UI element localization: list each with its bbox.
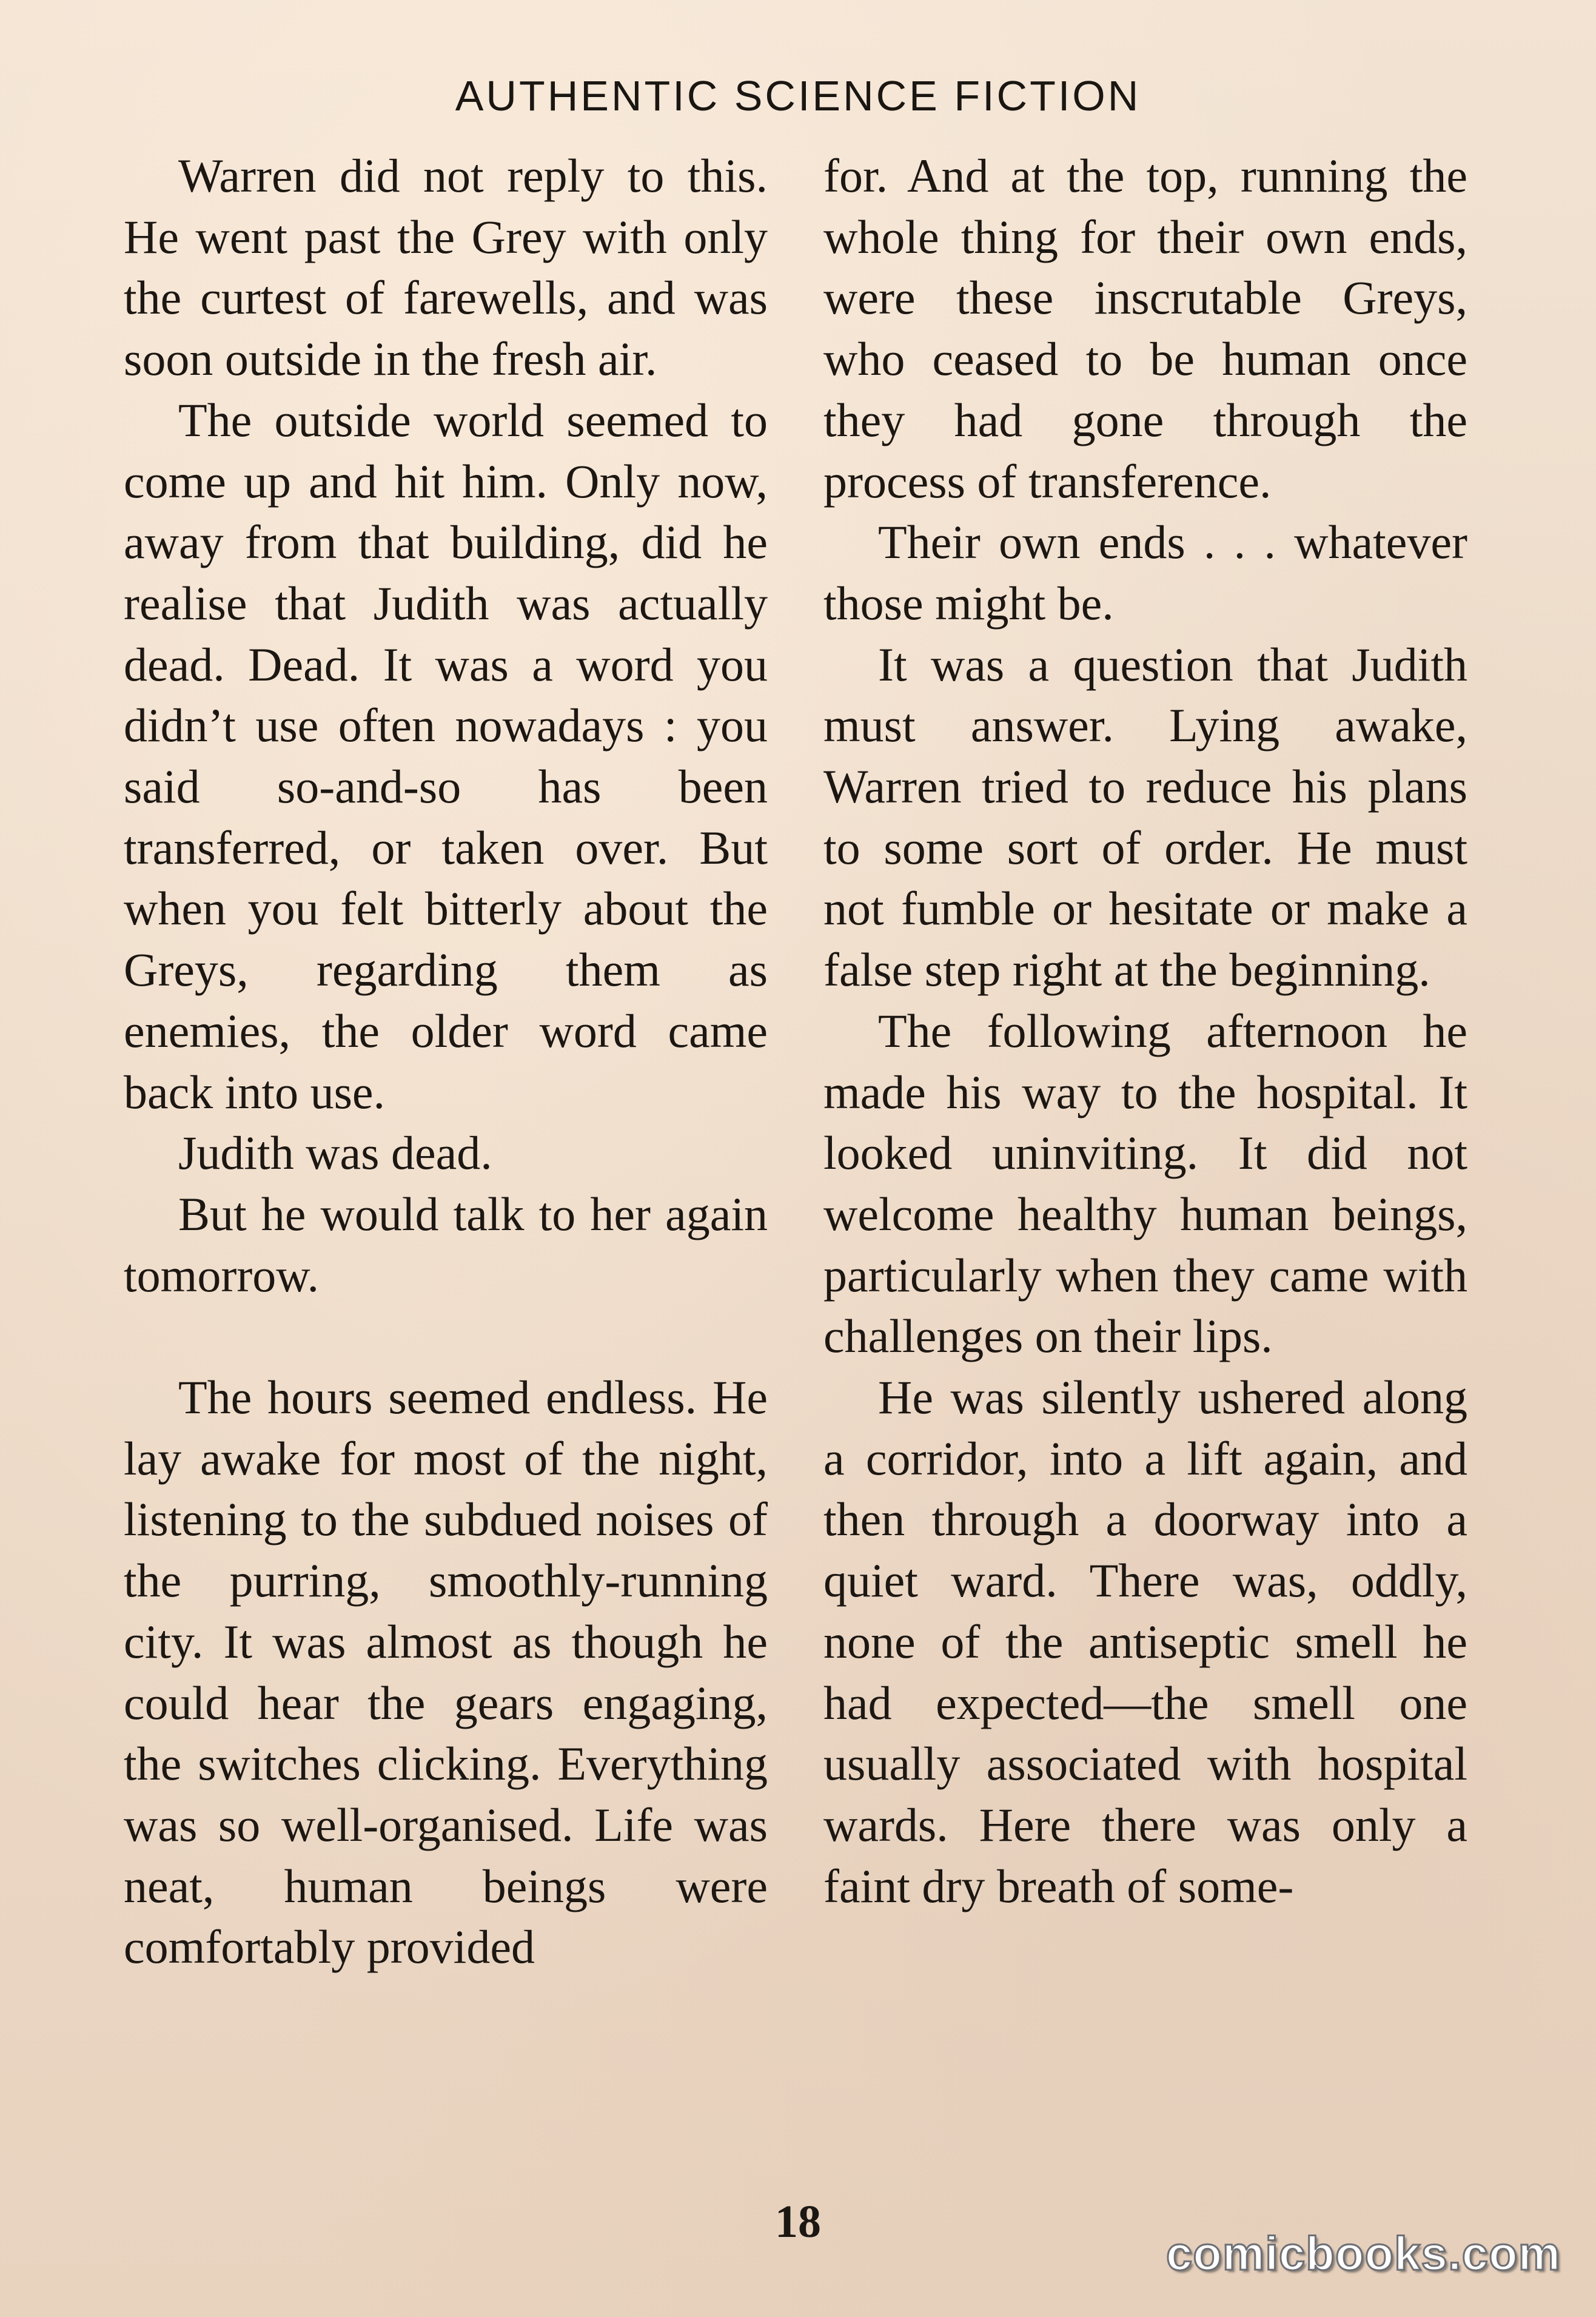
paragraph: Their own ends . . . whatever those might be. [823,516,1467,630]
paragraph: Warren did not reply to this. He went past the Grey with only the curtest of farewells, and was soon outside in the fresh air. [124,149,768,386]
page-number: 18 [775,2196,821,2247]
right-text-column [823,146,1467,1917]
paragraph: It was a question that Judith must answer. Lying awake, Warren tried to reduce his plans to some sort of order. He must not fumble or hesitate or make a false step right at the beginning. [823,637,1467,997]
running-head: AUTHENTIC SCIENCE FICTION [455,72,1141,119]
watermark: comicbooks.com [1165,2227,1561,2280]
paragraph: The following afternoon he made his way to the hospital. It looked uninviting. It did not welcome healthy human beings, particularly when they came with challenges on their lips. [823,1004,1467,1363]
left-text-column [124,146,768,1978]
paragraph: for. And at the top, running the whole thing for their own ends, were these inscrutable Greys, who ceased to be human once they had gone through the process of transference. [823,149,1467,508]
paragraph: The outside world seemed to come up and hit him. Only now, away from that building, did he realise that Judith was actually dead. Dead. It was a word you didn’t use often nowadays : you said so-and-so has been transferred, or taken over. But when you felt bitterly about the Greys, regarding them as enemies, the older word came back into use. [124,393,768,1118]
paragraph: Judith was dead. [178,1126,492,1180]
paragraph: But he would talk to her again tomorrow. [124,1187,768,1302]
paragraph: The hours seemed endless. He lay awake for most of the night, listening to the subdued noises of the purring, smoothly-running city. It was almost as though he could hear the gears engaging, the switches clicking. Everything was so well-organised. Life was neat, human beings were comfortably provided [124,1371,768,1974]
paragraph: He was silently ushered along a corridor, into a lift again, and then through a doorway into a quiet ward. There was, oddly, none of the antiseptic smell he had expected—the smell one usually associated with hospital wards. Here there was only a faint dry breath of some- [823,1371,1467,1912]
